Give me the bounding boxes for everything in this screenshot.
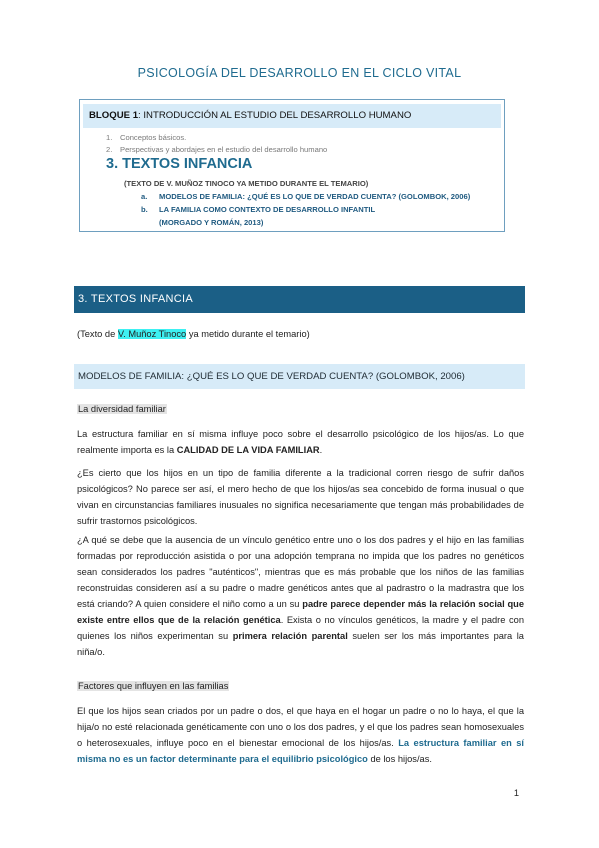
intro-text: (Texto de — [77, 329, 118, 339]
paragraph — [77, 426, 524, 458]
toc-item-label: Conceptos básicos. — [120, 133, 187, 142]
toc-subitem-label: LA FAMILIA COMO CONTEXTO DE DESARROLLO INFANTIL — [159, 205, 376, 214]
toc-item-label: Perspectivas y abordajes en el estudio del desarrollo humano — [120, 145, 328, 154]
paragraph-text: . Exista o no vínculos genéticos, la madre y el padre con quienes los niños experimentan su — [77, 615, 524, 641]
toc-current-item: 3. TEXTOS INFANCIA — [106, 156, 253, 172]
toc-header — [83, 104, 501, 128]
toc-item-number: 1. — [106, 133, 113, 142]
paragraph-bold: padre parece depender más la relación social que existe entre ellos que de la relación genética — [77, 599, 524, 625]
toc-note: (TEXTO DE V. MUÑOZ TINOCO YA METIDO DURANTE EL TEMARIO) — [124, 179, 369, 188]
paragraph-text: suelen ser los más importantes para la niña/o. — [77, 631, 524, 657]
toc-subitem — [141, 192, 470, 201]
toc-subitem-letter: a. — [141, 192, 148, 201]
table-of-contents — [79, 99, 505, 232]
toc-item-number: 2. — [106, 145, 113, 154]
subsection-heading: MODELOS DE FAMILIA: ¿QUÉ ES LO QUE DE VERDAD CUENTA? (GOLOMBOK, 2006) — [74, 364, 525, 389]
paragraph-text: de los hijos/as. — [367, 754, 432, 764]
highlighted-author: V. Muñoz Tinoco — [117, 329, 187, 339]
paragraph-text: La estructura familiar en sí misma influye poco sobre el desarrollo psicológico de los hijos/as. Lo que realmente importa es la — [77, 429, 524, 455]
toc-block-label: BLOQUE 1 — [89, 110, 139, 121]
paragraph-emphasis: La estructura familiar en sí misma no es un factor determinante para el equilibrio psicológico — [77, 738, 524, 764]
page-number: 1 — [513, 788, 519, 798]
diversity-label: La diversidad familiar — [78, 404, 166, 414]
paragraph-bold: CALIDAD DE LA VIDA FAMILIAR — [176, 445, 320, 455]
section-heading: 3. TEXTOS INFANCIA — [74, 286, 525, 313]
toc-subitem — [141, 205, 375, 214]
paragraph — [77, 532, 524, 660]
factors-label: Factores que influyen en las familias — [78, 681, 229, 691]
toc-item — [106, 145, 327, 154]
toc-subitem-label: MODELOS DE FAMILIA: ¿QUÉ ES LO QUE DE VERDAD CUENTA? (GOLOMBOK, 2006) — [159, 192, 471, 201]
toc-subitem-label: (MORGADO Y ROMÁN, 2013) — [159, 218, 264, 227]
toc-item — [106, 133, 186, 142]
intro-note — [77, 326, 524, 342]
toc-block-title: : INTRODUCCIÓN AL ESTUDIO DEL DESARROLLO HUMANO — [138, 110, 412, 121]
toc-subitem-letter: b. — [141, 205, 148, 214]
intro-text: ya metido durante el temario) — [186, 329, 310, 339]
paragraph-text: El que los hijos sean criados por un padre o dos, el que haya en el hogar un padre o no lo haya, el que la hija/o no esté relacionada genéticamente con uno o los dos padres, y el que los padres sean homosexuales o heterosexuales, influye poco en el bienestar emocional de los hijos/as. — [77, 706, 524, 748]
paragraph — [77, 703, 524, 767]
paragraph-bold: primera relación parental — [232, 631, 348, 641]
paragraph-text: ¿A qué se debe que la ausencia de un vínculo genético entre uno o los dos padres y el hijo en las familias formadas por reproducción asistida o por una adopción temprana no impida que los padres no genéticos sean considerados los padres "auténticos", mientras que es más probable que los niños de las familias reconstruidas consideren así a su padre o madre genéticos antes que al padrastro o la madrastra que los está criando? A quien considere el niño como a un su — [77, 535, 524, 609]
toc-subitem — [141, 218, 263, 227]
document-title: PSICOLOGÍA DEL DESARROLLO EN EL CICLO VITAL — [137, 66, 462, 80]
paragraph-text: . — [319, 445, 323, 455]
paragraph: ¿Es cierto que los hijos en un tipo de familia diferente a la tradicional corren riesgo de sufrir daños psicológicos? No parece ser así, el mero hecho de que los hijos/as sea concebido de forma inusual o que vivan en circunstancias familiares inusuales no significa necesariamente que tengan más probabilidades de sufrir trastornos psicológicos. — [77, 468, 524, 526]
